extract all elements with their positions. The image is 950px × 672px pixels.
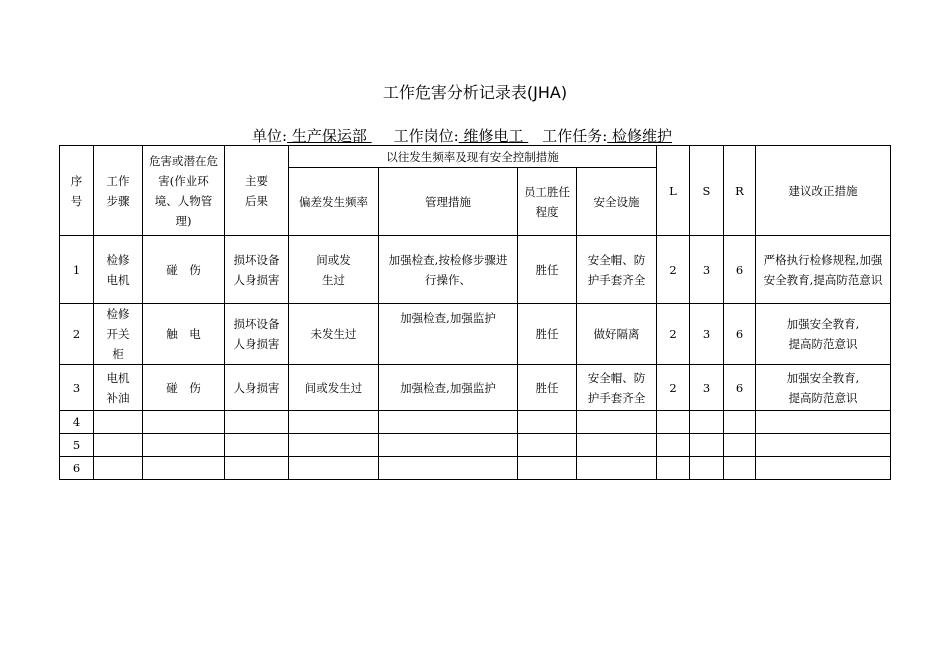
cell-facilities: 安全帽、防护手套齐全	[577, 236, 657, 304]
cell-consequence	[225, 434, 289, 457]
cell-frequency: 未发生过	[289, 304, 379, 365]
cell-suggest	[756, 434, 891, 457]
table-row	[60, 457, 891, 480]
cell-seq: 1	[60, 236, 94, 304]
cell-management: 加强检查,按检修步骤进行操作、	[379, 236, 518, 304]
cell-consequence: 人身损害	[225, 365, 289, 411]
cell-facilities: 做好隔离	[577, 304, 657, 365]
cell-step: 检修电机	[94, 236, 143, 304]
header-seq: 序号	[60, 146, 94, 236]
cell-competence	[518, 411, 577, 434]
cell-seq: 5	[60, 434, 94, 457]
cell-facilities	[577, 411, 657, 434]
cell-s	[690, 457, 724, 480]
cell-hazard: 碰 伤	[143, 236, 225, 304]
header-management: 管理措施	[379, 168, 518, 236]
header-s: S	[690, 146, 724, 236]
cell-s	[690, 434, 724, 457]
header-step: 工作步骤	[94, 146, 143, 236]
jha-table	[59, 145, 891, 480]
header-hazard: 危害或潜在危害(作业环境、人物管理)	[143, 146, 225, 236]
table-row	[60, 304, 891, 365]
cell-competence: 胜任	[518, 365, 577, 411]
cell-management: 加强检查,加强监护	[379, 365, 518, 411]
cell-r: 6	[724, 304, 756, 365]
cell-r: 6	[724, 236, 756, 304]
cell-suggest: 严格执行检修规程,加强安全教育,提高防范意识	[756, 236, 891, 304]
cell-step: 电机补油	[94, 365, 143, 411]
header-competence: 员工胜任程度	[518, 168, 577, 236]
cell-r	[724, 434, 756, 457]
cell-s: 3	[690, 365, 724, 411]
cell-r: 6	[724, 365, 756, 411]
cell-l	[657, 457, 690, 480]
cell-s	[690, 411, 724, 434]
cell-facilities	[577, 457, 657, 480]
header-existing-controls: 以往发生频率及现有安全控制措施	[289, 146, 657, 168]
post-label: 工作岗位:	[393, 127, 459, 145]
cell-facilities: 安全帽、防护手套齐全	[577, 365, 657, 411]
cell-l	[657, 434, 690, 457]
cell-seq: 4	[60, 411, 94, 434]
post-value: 维修电工	[458, 127, 529, 145]
header-l: L	[657, 146, 690, 236]
table-row	[60, 411, 891, 434]
cell-consequence: 损坏设备人身损害	[225, 236, 289, 304]
cell-frequency	[289, 411, 379, 434]
cell-s: 3	[690, 304, 724, 365]
cell-seq: 3	[60, 365, 94, 411]
cell-frequency: 间或发生过	[289, 236, 379, 304]
cell-facilities	[577, 434, 657, 457]
cell-l: 2	[657, 304, 690, 365]
cell-management	[379, 434, 518, 457]
cell-frequency	[289, 457, 379, 480]
cell-r	[724, 411, 756, 434]
cell-seq: 6	[60, 457, 94, 480]
cell-consequence: 损坏设备人身损害	[225, 304, 289, 365]
cell-hazard: 触 电	[143, 304, 225, 365]
cell-suggest	[756, 411, 891, 434]
cell-suggest	[756, 457, 891, 480]
header-suggest: 建议改正措施	[756, 146, 891, 236]
cell-management: 加强检查,加强监护	[379, 304, 518, 365]
cell-competence	[518, 457, 577, 480]
cell-l: 2	[657, 365, 690, 411]
cell-r	[724, 457, 756, 480]
cell-frequency: 间或发生过	[289, 365, 379, 411]
cell-consequence	[225, 411, 289, 434]
cell-management	[379, 457, 518, 480]
cell-suggest: 加强安全教育,提高防范意识	[756, 304, 891, 365]
cell-hazard	[143, 434, 225, 457]
cell-step	[94, 434, 143, 457]
cell-l	[657, 411, 690, 434]
document-title: 工作危害分析记录表(JHA)	[382, 83, 568, 102]
cell-hazard	[143, 411, 225, 434]
unit-value: 生产保运部	[287, 127, 372, 145]
cell-seq: 2	[60, 304, 94, 365]
cell-step	[94, 411, 143, 434]
header-consequence: 主要后果	[225, 146, 289, 236]
document-subtitle	[252, 125, 672, 146]
task-label: 工作任务:	[542, 127, 608, 145]
table-row	[60, 236, 891, 304]
header-frequency: 偏差发生频率	[289, 168, 379, 236]
cell-competence: 胜任	[518, 236, 577, 304]
header-r: R	[724, 146, 756, 236]
cell-s: 3	[690, 236, 724, 304]
cell-suggest: 加强安全教育,提高防范意识	[756, 365, 891, 411]
table-row	[60, 434, 891, 457]
header-facilities: 安全设施	[577, 168, 657, 236]
cell-consequence	[225, 457, 289, 480]
unit-label: 单位:	[252, 127, 288, 145]
cell-step: 检修开关柜	[94, 304, 143, 365]
cell-hazard	[143, 457, 225, 480]
task-value: 检修维护	[607, 127, 673, 145]
cell-frequency	[289, 434, 379, 457]
cell-competence: 胜任	[518, 304, 577, 365]
cell-management	[379, 411, 518, 434]
table-row	[60, 365, 891, 411]
cell-l: 2	[657, 236, 690, 304]
header-row-1	[60, 146, 891, 168]
cell-step	[94, 457, 143, 480]
cell-competence	[518, 434, 577, 457]
cell-hazard: 碰 伤	[143, 365, 225, 411]
